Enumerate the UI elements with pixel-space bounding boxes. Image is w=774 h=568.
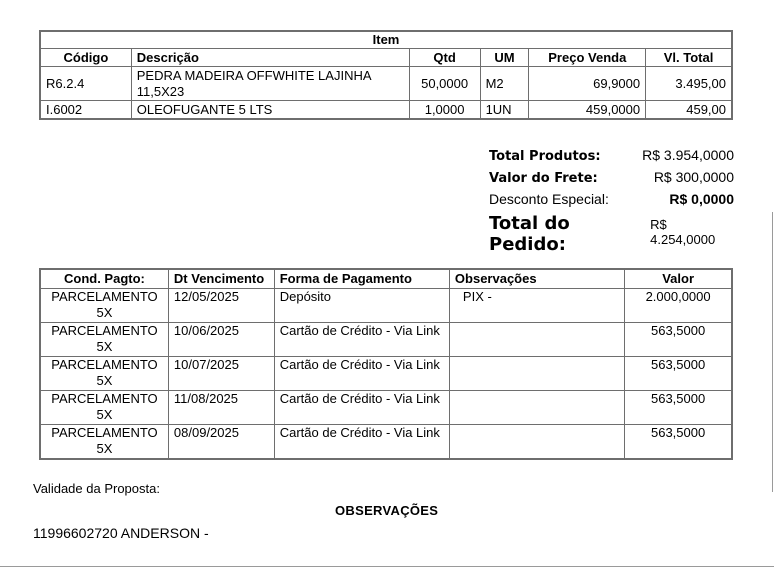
frete-label: Valor do Frete: <box>489 171 598 186</box>
col-header-dt-vencimento: Dt Vencimento <box>169 270 275 289</box>
cell-vencimento: 10/07/2025 <box>169 357 275 391</box>
cell-forma: Depósito <box>275 289 450 323</box>
cell-codigo: R6.2.4 <box>41 67 132 101</box>
cell-vencimento: 12/05/2025 <box>169 289 275 323</box>
cell-vencimento: 11/08/2025 <box>169 391 275 425</box>
total-produtos-label: Total Produtos: <box>489 149 601 164</box>
cell-qtd: 1,0000 <box>410 101 481 118</box>
col-header-preco-venda: Preço Venda <box>529 49 646 67</box>
col-header-cond-pagto: Cond. Pagto: <box>41 270 169 289</box>
cell-obs <box>450 323 625 357</box>
total-produtos-row <box>489 147 734 169</box>
cell-obs <box>450 425 625 458</box>
table-row <box>41 101 731 118</box>
cell-cond: PARCELAMENTO 5X <box>41 357 169 391</box>
cell-cond: PARCELAMENTO 5X <box>41 323 169 357</box>
cell-forma: Cartão de Crédito - Via Link <box>275 323 450 357</box>
validade-label: Validade da Proposta: <box>33 481 160 496</box>
table-row <box>41 357 731 391</box>
cell-cond: PARCELAMENTO 5X <box>41 425 169 458</box>
observacoes-title: OBSERVAÇÕES <box>335 503 439 518</box>
cell-qtd: 50,0000 <box>410 67 481 101</box>
total-produtos-value: R$ 3.954,0000 <box>642 147 734 163</box>
frete-value: R$ 300,0000 <box>653 169 734 185</box>
cell-descricao: OLEOFUGANTE 5 LTS <box>132 101 410 118</box>
cell-total: 3.495,00 <box>646 67 731 101</box>
table-row <box>41 391 731 425</box>
cell-valor: 563,5000 <box>625 323 731 357</box>
total-pedido-value: R$ 4.254,0000 <box>650 217 716 247</box>
items-table-title: Item <box>41 32 731 49</box>
desconto-row <box>489 191 734 213</box>
cell-forma: Cartão de Crédito - Via Link <box>275 391 450 425</box>
desconto-value: R$ 0,0000 <box>669 191 734 207</box>
observacoes-text: 11996602720 ANDERSON - <box>33 525 209 541</box>
col-header-descricao: Descrição <box>132 49 410 67</box>
col-header-forma-pagamento: Forma de Pagamento <box>275 270 450 289</box>
cell-preco: 69,9000 <box>529 67 646 101</box>
total-pedido-row <box>489 213 734 255</box>
col-header-valor: Valor <box>625 270 731 289</box>
cell-cond: PARCELAMENTO 5X <box>41 289 169 323</box>
cell-forma: Cartão de Crédito - Via Link <box>275 425 450 458</box>
order-totals <box>489 147 734 255</box>
cell-vencimento: 08/09/2025 <box>169 425 275 458</box>
cell-obs: PIX - <box>450 289 625 323</box>
table-row <box>41 425 731 458</box>
table-row <box>41 289 731 323</box>
payments-table <box>39 268 733 460</box>
cell-codigo: I.6002 <box>41 101 132 118</box>
total-pedido-label: Total do Pedido: <box>489 213 570 255</box>
table-row <box>41 67 731 101</box>
page-edge-divider <box>772 212 773 492</box>
cell-um: M2 <box>481 67 530 101</box>
col-header-vl-total: Vl. Total <box>646 49 731 67</box>
desconto-label: Desconto Especial: <box>489 191 609 207</box>
cell-valor: 2.000,0000 <box>625 289 731 323</box>
cell-valor: 563,5000 <box>625 357 731 391</box>
frete-row <box>489 169 734 191</box>
cell-um: 1UN <box>481 101 530 118</box>
cell-obs <box>450 391 625 425</box>
cell-cond: PARCELAMENTO 5X <box>41 391 169 425</box>
cell-valor: 563,5000 <box>650 425 706 440</box>
cell-valor: 563,5000 <box>625 391 731 425</box>
cell-descricao: PEDRA MADEIRA OFFWHITE LAJINHA 11,5X23 <box>132 67 410 101</box>
col-header-codigo: Código <box>41 49 132 67</box>
cell-vencimento: 10/06/2025 <box>169 323 275 357</box>
cell-obs <box>450 357 625 391</box>
cell-preco: 459,0000 <box>529 101 646 118</box>
items-table <box>39 30 733 120</box>
page-bottom-divider <box>0 566 774 567</box>
col-header-observacoes: Observações <box>450 270 625 289</box>
cell-forma: Cartão de Crédito - Via Link <box>275 357 450 391</box>
table-row <box>41 323 731 357</box>
col-header-qtd: Qtd <box>410 49 481 67</box>
cell-total: 459,00 <box>686 101 726 117</box>
col-header-um: UM <box>481 49 530 67</box>
